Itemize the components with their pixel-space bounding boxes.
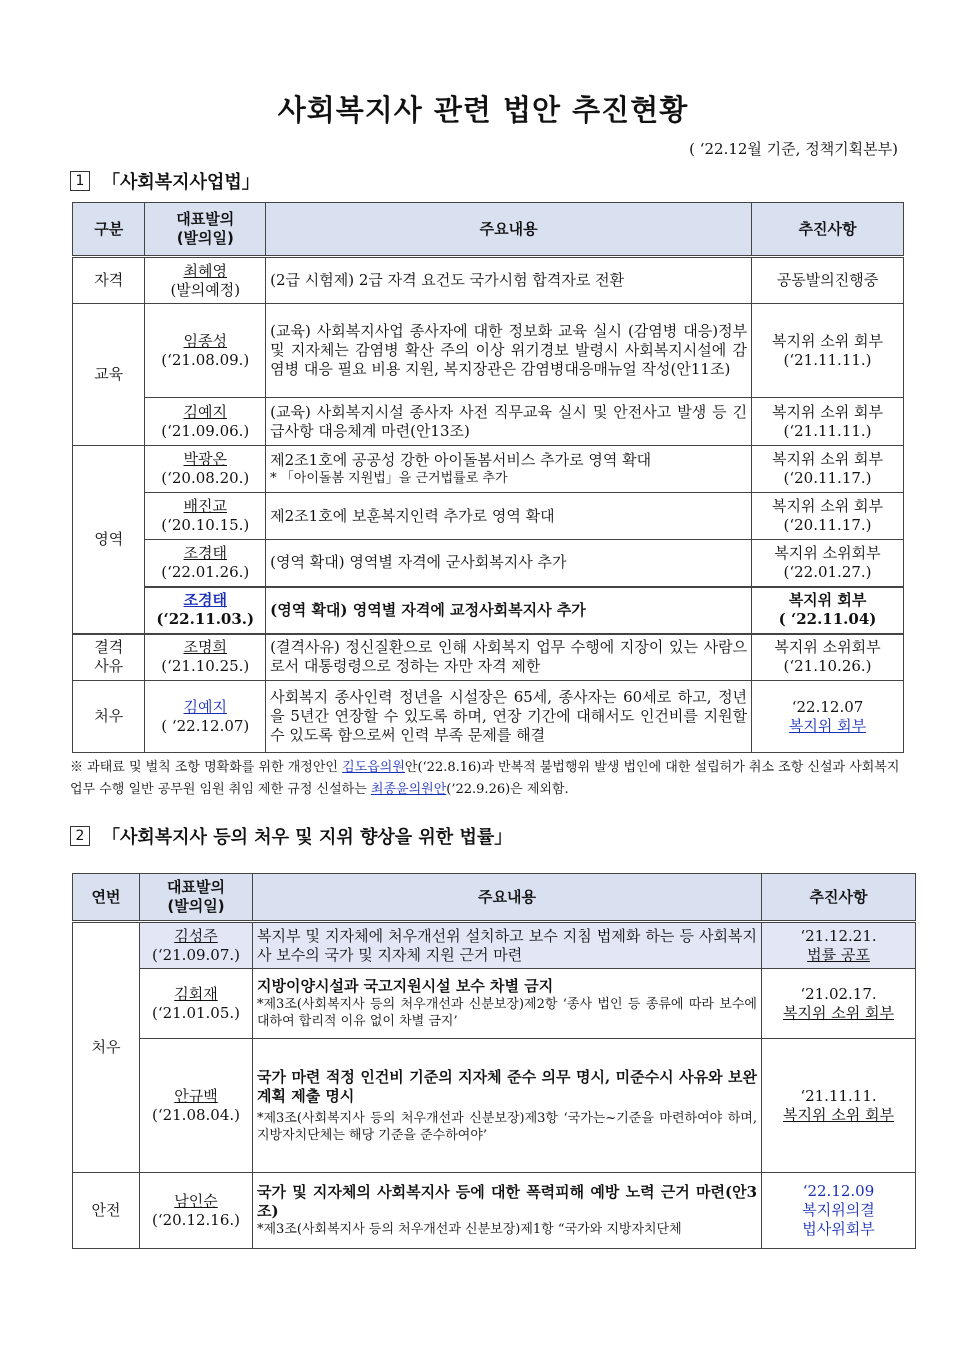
category-cell: 처우 <box>73 681 145 753</box>
proposer-cell: 김성주 (‘21.09.07.) <box>140 922 253 969</box>
table-row <box>73 304 904 398</box>
status-cell: ‘21.11.11. 복지위 소위 회부 <box>762 1039 916 1173</box>
content-cell: 국가 마련 적정 인건비 기준의 지자체 준수 의무 명시, 미준수시 사유와 보완계획 제출 명시 *제3조(사회복지사 등의 처우개선과 신분보장)제3항 ‘국가는~기준을 마련하여야 하며, 지방자치단체는 해당 기준을 준수하여야’ <box>253 1039 762 1173</box>
section1-footnote: ※ 과태료 및 벌칙 조항 명확화를 위한 개정안인 김도읍의원안(‘22.8.16)과 반복적 불법행위 발생 법인에 대한 설립허가 취소 조항 신설과 사회복지업무 수행 일반 공무원 임원 취임 제한 규정 신설하는 최종윤의원안(’22.9.26)은 제외함. <box>70 760 900 797</box>
section2-title: 「사회복지사 등의 처우 및 지위 향상을 위한 법률」 <box>102 827 513 848</box>
proposer-cell: 배진교 (‘20.10.15.) <box>145 493 266 540</box>
section1-title: 「사회복지사업법」 <box>102 172 260 193</box>
proposer-cell: 조경태 (‘22.01.26.) <box>145 540 266 587</box>
content-cell: (교육) 사회복지시설 종사자 사전 직무교육 실시 및 안전사고 발생 등 긴급사항 대응체계 마련(안13조) <box>266 398 752 446</box>
header-category: 구분 <box>73 203 145 257</box>
section1-number: 1 <box>70 171 90 191</box>
table-row <box>73 969 916 1039</box>
content-cell: (결격사유) 정신질환으로 인해 사회복지 업무 수행에 지장이 있는 사람으로서 대통령령으로 정하는 자만 자격 제한 <box>266 634 752 681</box>
header-status: 추진사항 <box>762 874 916 922</box>
proposer-cell: 최혜영 (발의예정) <box>145 257 266 304</box>
status-cell: ‘21.12.21. 법률 공포 <box>762 922 916 969</box>
content-cell: 국가 및 지자체의 사회복지사 등에 대한 폭력피해 예방 노력 근거 마련(안3조) *제3조(사회복지사 등의 처우개선과 신분보장)제1항 “국가와 지방자치단체 <box>253 1173 762 1249</box>
table-header-row <box>73 874 916 922</box>
section2-number: 2 <box>70 826 90 846</box>
status-cell: 복지위 회부 ( ‘22.11.04) <box>752 587 904 634</box>
proposer-cell: 조명희 (‘21.10.25.) <box>145 634 266 681</box>
page-title: 사회복지사 관련 법안 추진현황 <box>277 93 689 127</box>
category-cell: 자격 <box>73 257 145 304</box>
footnote-link-choi[interactable]: 최종윤의원안 <box>370 782 447 797</box>
content-cell: 제2조1호에 보훈복지인력 추가로 영역 확대 <box>266 493 752 540</box>
status-cell: 복지위 소위 회부 (‘20.11.17.) <box>752 493 904 540</box>
status-cell: ‘22.12.09 복지위의결 법사위회부 <box>762 1173 916 1249</box>
header-status: 추진사항 <box>752 203 904 257</box>
header-content: 주요내용 <box>266 203 752 257</box>
content-cell: (교육) 사회복지사업 종사자에 대한 정보화 교육 실시 (감염병 대응)정부 및 지자체는 감염병 확산 주의 이상 위기경보 발령시 사회복지시설에 감염병 대응 필요 비용 지원, 복지장관은 감염병대응매뉴얼 작성(안11조) <box>266 304 752 398</box>
proposer-cell: 남인순 (‘20.12.16.) <box>140 1173 253 1249</box>
header-proposer: 대표발의 (발의일) <box>145 203 266 257</box>
proposer-cell: 김예지 (‘21.09.06.) <box>145 398 266 446</box>
status-cell: ‘21.02.17. 복지위 소위 회부 <box>762 969 916 1039</box>
proposer-cell: 김예지 ( ‘22.12.07) <box>145 681 266 753</box>
category-cell: 영역 <box>73 446 145 634</box>
table-row <box>73 922 916 969</box>
status-cell: 복지위 소위 회부 (‘20.11.17.) <box>752 446 904 493</box>
category-cell: 결격 사유 <box>73 634 145 681</box>
content-cell: (영역 확대) 영역별 자격에 교정사회복지사 추가 <box>266 587 752 634</box>
category-cell: 안전 <box>73 1173 140 1249</box>
content-cell: 사회복지 종사인력 정년을 시설장은 65세, 종사자는 60세로 하고, 정년을 5년간 연장할 수 있도록 하며, 연장 기간에 대해서도 인건비를 지원할 수 있도록 함으로써 인력 부족 문제를 해결 <box>266 681 752 753</box>
status-cell: 복지위 소위회부 (‘21.10.26.) <box>752 634 904 681</box>
category-cell: 교육 <box>73 304 145 446</box>
table-row <box>73 540 904 587</box>
content-cell: 제2조1호에 공공성 강한 아이돌봄서비스 추가로 영역 확대 * 「아이돌봄 지원법」을 근거법률로 추가 <box>266 446 752 493</box>
category-cell: 처우 <box>73 922 140 1173</box>
section2-table <box>72 873 916 1249</box>
status-cell: 복지위 소위 회부 (‘21.11.11.) <box>752 398 904 446</box>
content-cell: (영역 확대) 영역별 자격에 군사회복지사 추가 <box>266 540 752 587</box>
header-number: 연번 <box>73 874 140 922</box>
table-row <box>73 257 904 304</box>
header-proposer: 대표발의 (발의일) <box>140 874 253 922</box>
footnote-link-kim[interactable]: 김도읍의원 <box>342 760 405 775</box>
table-row <box>73 634 904 681</box>
proposer-cell: 조경태 (‘22.11.03.) <box>145 587 266 634</box>
status-cell: 복지위 소위회부 (‘22.01.27.) <box>752 540 904 587</box>
section2-heading <box>70 823 512 849</box>
content-cell: (2급 시험제) 2급 자격 요건도 국가시험 합격자로 전환 <box>266 257 752 304</box>
section1-heading <box>70 168 260 194</box>
proposer-cell: 임종성 (‘21.08.09.) <box>145 304 266 398</box>
header-content: 주요내용 <box>253 874 762 922</box>
status-cell: 복지위 소위 회부 (‘21.11.11.) <box>752 304 904 398</box>
table-row <box>73 446 904 493</box>
table-row <box>73 1039 916 1173</box>
proposer-cell: 김회재 (‘21.01.05.) <box>140 969 253 1039</box>
section1-table <box>72 202 904 753</box>
table-row <box>73 587 904 634</box>
table-row <box>73 493 904 540</box>
status-cell: ‘22.12.07 복지위 회부 <box>752 681 904 753</box>
table-row <box>73 398 904 446</box>
status-cell: 공동발의진행중 <box>752 257 904 304</box>
page-subtitle: ( ‘22.12월 기준, 정책기획본부) <box>689 140 898 158</box>
proposer-cell: 안규백 (‘21.08.04.) <box>140 1039 253 1173</box>
table-row <box>73 681 904 753</box>
table-header-row <box>73 203 904 257</box>
content-cell: 지방이양시설과 국고지원시설 보수 차별 금지 *제3조(사회복지사 등의 처우개선과 신분보장)제2항 ‘종사 법인 등 종류에 따라 보수에 대하여 합리적 이유 없이 차별 금지’ <box>253 969 762 1039</box>
content-cell: 복지부 및 지자체에 처우개선위 설치하고 보수 지침 법제화 하는 등 사회복지사 보수의 국가 및 지자체 지원 근거 마련 <box>253 922 762 969</box>
proposer-cell: 박광온 (‘20.08.20.) <box>145 446 266 493</box>
table-row <box>73 1173 916 1249</box>
